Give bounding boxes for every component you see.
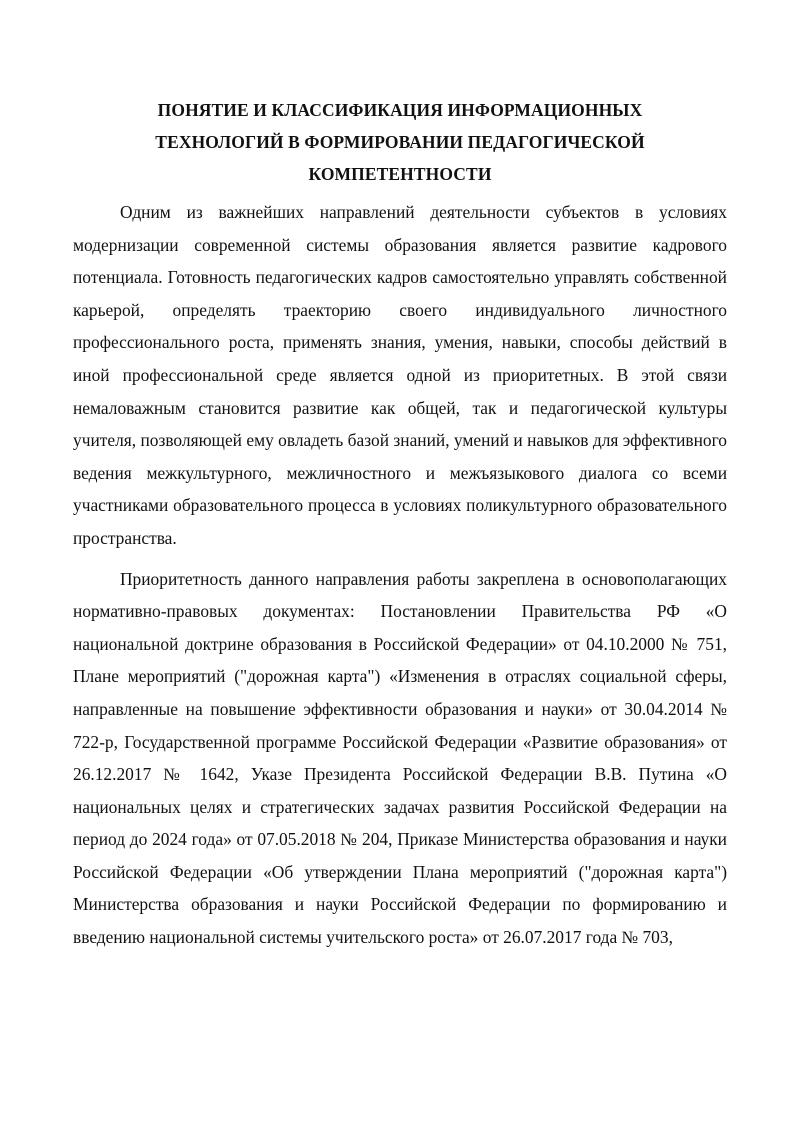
title-line-3: КОМПЕТЕНТНОСТИ <box>308 164 492 184</box>
paragraph-2: Приоритетность данного направления работы закреплена в основополагающих нормативно-правовых документах: Постановлении Правительства РФ «О национальной доктрине образования в Российской Федерации» от 04.10.2000 № 751, Плане мероприятий ("дорожная карта") «Изменения в отраслях социальной сферы, направленные на повышение эффективности образования и науки» от 30.04.2014 № 722-р, Государственной программе Российской Федерации «Развитие образования» от 26.12.2017 № 1642, Указе Президента Российской Федерации В.В. Путина «О национальных целях и стратегических задачах развития Российской Федерации на период до 2024 года» от 07.05.2018 № 204, Приказе Министерства образования и науки Российской Федерации «Об утверждении Плана мероприятий ("дорожная карта") Министерства образования и науки Российской Федерации по формированию и введению национальной системы учительского роста» от 26.07.2017 года № 703, <box>73 568 727 948</box>
title-line-2: ТЕХНОЛОГИЙ В ФОРМИРОВАНИИ ПЕДАГОГИЧЕСКОЙ <box>155 132 645 152</box>
paragraph-1: Одним из важнейших направлений деятельности субъектов в условиях модернизации современной системы образования является развитие кадрового потенциала. Готовность педагогических кадров самостоятельно управлять собственной карьерой, определять траекторию своего индивидуального личностного профессионального роста, применять знания, умения, навыки, способы действий в иной профессиональной среде является одной из приоритетных. В этой связи немаловажным становится развитие как общей, так и педагогической культуры учителя, позволяющей ему овладеть базой знаний, умений и навыков для эффективного ведения межкультурного, межличностного и межъязыкового диалога со всеми участниками образовательного процесса в условиях поликультурного образовательного пространства. <box>73 202 727 548</box>
document-title <box>73 94 727 190</box>
document-body <box>73 94 727 954</box>
title-line-1: ПОНЯТИЕ И КЛАССИФИКАЦИЯ ИНФОРМАЦИОННЫХ <box>157 100 643 120</box>
